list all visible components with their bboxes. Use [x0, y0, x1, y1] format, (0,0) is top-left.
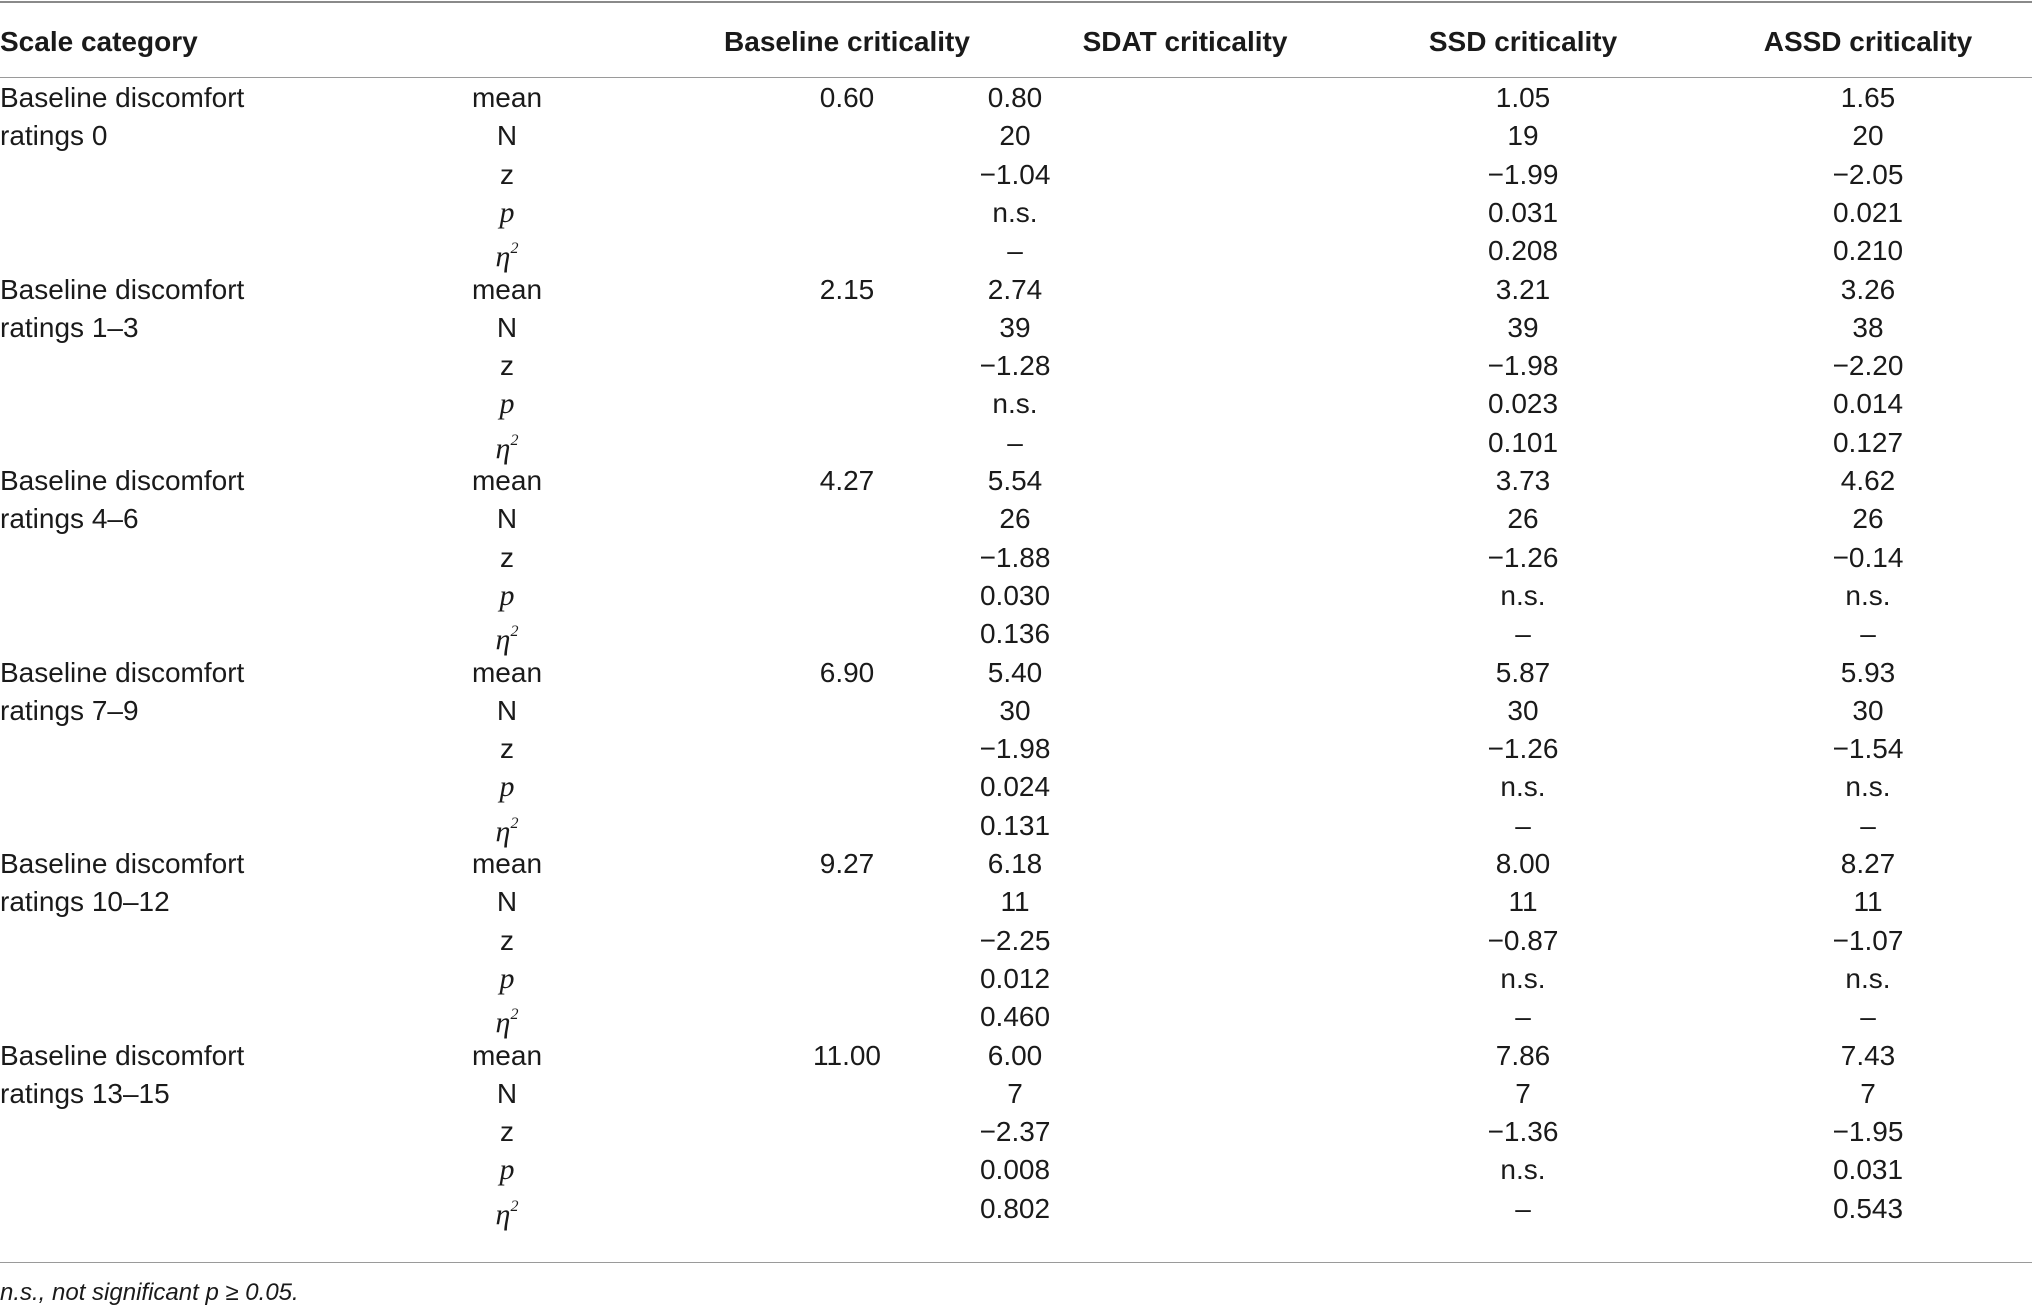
cell-sdat-eta: 0.131: [979, 809, 1051, 841]
cell-ssd-mean: 5.87: [1495, 656, 1551, 688]
eta-superscript: 2: [510, 623, 519, 641]
cell-assd-n: 7: [1860, 1077, 1876, 1109]
cell-sdat-mean: 6.18: [987, 848, 1043, 879]
cell-ssd-n: 30: [1507, 694, 1539, 726]
cell-ssd-eta: –: [1515, 618, 1531, 650]
category-label: Baseline discomfort: [0, 82, 245, 113]
category-label: Baseline discomfort: [0, 273, 245, 305]
cell-ssd-p: 0.031: [1487, 196, 1559, 228]
cell-ssd-n: 7: [1515, 1077, 1531, 1109]
eta-symbol: η: [495, 240, 511, 274]
cell-assd-mean: 5.93: [1840, 656, 1896, 688]
table-bottom-rule: [0, 1262, 2032, 1263]
cell-sdat-mean: 5.54: [987, 465, 1043, 496]
stat-label-n: N: [496, 120, 518, 152]
category-label: Baseline discomfort: [0, 1039, 245, 1071]
stat-label-p: p: [499, 961, 515, 995]
cell-ssd-mean: 3.73: [1495, 465, 1551, 496]
cell-assd-n: 26: [1852, 503, 1884, 535]
stat-label-z: z: [500, 350, 514, 382]
eta-superscript: 2: [510, 431, 519, 449]
header-scale-category: Scale category: [0, 26, 198, 57]
cell-ssd-p: 0.023: [1487, 388, 1559, 420]
eta-symbol: η: [495, 431, 511, 465]
header-baseline-criticality: Baseline criticality: [724, 26, 970, 57]
cell-sdat-p: 0.024: [979, 771, 1051, 803]
cell-sdat-mean: 0.80: [987, 82, 1043, 113]
category-label: ratings 13–15: [0, 1077, 170, 1109]
cell-baseline-mean: 4.27: [819, 465, 875, 496]
stat-label-eta: [496, 1190, 519, 1234]
category-label: Baseline discomfort: [0, 465, 245, 496]
cell-sdat-z: −1.04: [979, 158, 1051, 190]
cell-assd-p: 0.014: [1832, 388, 1904, 420]
stat-label-z: z: [500, 1116, 514, 1148]
cell-ssd-z: −1.36: [1487, 1116, 1559, 1148]
cell-baseline-mean: 11.00: [813, 1039, 881, 1071]
cell-assd-p: n.s.: [1845, 962, 1891, 994]
eta-symbol: η: [495, 814, 511, 848]
cell-assd-eta: –: [1860, 1001, 1876, 1033]
eta-symbol: η: [495, 623, 511, 657]
cell-sdat-p: n.s.: [992, 388, 1038, 420]
category-label: Baseline discomfort: [0, 848, 245, 879]
cell-ssd-eta: 0.208: [1487, 235, 1559, 267]
header-sdat-criticality: SDAT criticality: [1082, 26, 1288, 57]
cell-ssd-n: 19: [1507, 120, 1539, 152]
stat-label-p: p: [499, 770, 515, 804]
cell-sdat-n: 20: [999, 120, 1031, 152]
cell-sdat-z: −1.28: [979, 350, 1051, 382]
cell-sdat-eta: 0.802: [979, 1192, 1051, 1224]
cell-sdat-n: 30: [999, 694, 1031, 726]
stat-label-n: N: [496, 311, 518, 343]
stat-label-mean: mean: [471, 273, 543, 305]
cell-assd-eta: 0.543: [1832, 1192, 1904, 1224]
eta-symbol: η: [495, 1197, 511, 1231]
cell-sdat-p: 0.012: [979, 962, 1051, 994]
cell-sdat-p: 0.008: [979, 1154, 1051, 1186]
table-footnote: n.s., not significant p ≥ 0.05.: [0, 1279, 299, 1306]
cell-baseline-mean: 6.90: [819, 656, 875, 688]
cell-ssd-eta: –: [1515, 1192, 1531, 1224]
cell-ssd-eta: 0.101: [1487, 426, 1559, 458]
cell-baseline-mean: 0.60: [819, 82, 875, 113]
header-bottom-rule: [0, 77, 2032, 78]
cell-ssd-mean: 8.00: [1495, 848, 1551, 879]
cell-assd-z: −2.05: [1832, 158, 1904, 190]
category-label: ratings 4–6: [0, 503, 139, 535]
cell-assd-z: −0.14: [1832, 541, 1904, 573]
stat-label-z: z: [500, 924, 514, 956]
cell-ssd-z: −0.87: [1487, 924, 1559, 956]
cell-assd-n: 20: [1852, 120, 1884, 152]
cell-sdat-eta: 0.136: [979, 618, 1051, 650]
category-label: ratings 7–9: [0, 694, 139, 726]
header-assd-criticality: ASSD criticality: [1763, 26, 1973, 57]
cell-ssd-p: n.s.: [1500, 579, 1546, 611]
stat-label-p: p: [499, 195, 515, 229]
cell-assd-z: −1.54: [1832, 733, 1904, 765]
cell-assd-mean: 4.62: [1840, 465, 1896, 496]
cell-ssd-mean: 3.21: [1495, 273, 1551, 305]
cell-sdat-z: −2.37: [979, 1116, 1051, 1148]
cell-sdat-mean: 6.00: [987, 1039, 1043, 1071]
stat-label-p: p: [499, 1153, 515, 1187]
stat-label-n: N: [496, 886, 518, 918]
eta-superscript: 2: [510, 1006, 519, 1024]
stat-label-n: N: [496, 694, 518, 726]
cell-sdat-n: 26: [999, 503, 1031, 535]
cell-assd-mean: 8.27: [1840, 848, 1896, 879]
stat-label-p: p: [499, 578, 515, 612]
eta-symbol: η: [495, 1006, 511, 1040]
cell-sdat-z: −2.25: [979, 924, 1051, 956]
cell-assd-n: 30: [1852, 694, 1884, 726]
cell-sdat-mean: 5.40: [987, 656, 1043, 688]
cell-ssd-z: −1.26: [1487, 733, 1559, 765]
cell-baseline-mean: 9.27: [819, 848, 875, 879]
cell-assd-p: n.s.: [1845, 771, 1891, 803]
stat-label-z: z: [500, 158, 514, 190]
stat-label-mean: mean: [471, 848, 543, 879]
cell-assd-mean: 7.43: [1840, 1039, 1896, 1071]
cell-assd-z: −1.95: [1832, 1116, 1904, 1148]
stat-label-n: N: [496, 1077, 518, 1109]
cell-sdat-z: −1.88: [979, 541, 1051, 573]
cell-assd-eta: –: [1860, 809, 1876, 841]
category-label: Baseline discomfort: [0, 656, 245, 688]
cell-assd-eta: 0.127: [1832, 426, 1904, 458]
stat-label-z: z: [500, 733, 514, 765]
cell-ssd-n: 39: [1507, 311, 1539, 343]
cell-ssd-p: n.s.: [1500, 1154, 1546, 1186]
stat-label-mean: mean: [471, 465, 543, 496]
cell-assd-p: 0.031: [1832, 1154, 1904, 1186]
eta-superscript: 2: [510, 240, 519, 258]
category-label: ratings 10–12: [0, 886, 170, 918]
cell-assd-z: −1.07: [1832, 924, 1904, 956]
stat-label-mean: mean: [471, 1039, 543, 1071]
cell-ssd-z: −1.98: [1487, 350, 1559, 382]
cell-assd-mean: 3.26: [1840, 273, 1896, 305]
cell-ssd-n: 26: [1507, 503, 1539, 535]
cell-assd-eta: 0.210: [1832, 235, 1904, 267]
cell-ssd-p: n.s.: [1500, 771, 1546, 803]
cell-ssd-mean: 7.86: [1495, 1039, 1551, 1071]
eta-superscript: 2: [510, 814, 519, 832]
cell-assd-n: 38: [1852, 311, 1884, 343]
cell-ssd-eta: –: [1515, 809, 1531, 841]
cell-assd-p: n.s.: [1845, 579, 1891, 611]
category-label: ratings 1–3: [0, 311, 139, 343]
cell-baseline-mean: 2.15: [819, 273, 875, 305]
stat-label-mean: mean: [471, 656, 543, 688]
cell-ssd-n: 11: [1508, 886, 1538, 918]
cell-sdat-p: n.s.: [992, 196, 1038, 228]
header-ssd-criticality: SSD criticality: [1428, 26, 1618, 57]
cell-sdat-n: 11: [1000, 886, 1030, 918]
eta-superscript: 2: [510, 1197, 519, 1215]
category-label: ratings 0: [0, 120, 108, 152]
cell-sdat-mean: 2.74: [987, 273, 1043, 305]
stat-label-p: p: [499, 387, 515, 421]
cell-ssd-z: −1.99: [1487, 158, 1559, 190]
stat-label-z: z: [500, 541, 514, 573]
cell-ssd-eta: –: [1515, 1001, 1531, 1033]
cell-sdat-eta: –: [1007, 235, 1023, 267]
cell-assd-z: −2.20: [1832, 350, 1904, 382]
cell-sdat-p: 0.030: [979, 579, 1051, 611]
cell-assd-eta: –: [1860, 618, 1876, 650]
cell-ssd-mean: 1.05: [1495, 82, 1551, 113]
cell-assd-n: 11: [1853, 886, 1883, 918]
cell-assd-mean: 1.65: [1840, 82, 1896, 113]
cell-sdat-z: −1.98: [979, 733, 1051, 765]
cell-sdat-eta: 0.460: [979, 1001, 1051, 1033]
cell-assd-p: 0.021: [1832, 196, 1904, 228]
cell-ssd-z: −1.26: [1487, 541, 1559, 573]
cell-sdat-n: 7: [1007, 1077, 1023, 1109]
table-top-rule: [0, 1, 2032, 3]
stat-label-mean: mean: [471, 82, 543, 113]
cell-ssd-p: n.s.: [1500, 962, 1546, 994]
cell-sdat-n: 39: [999, 311, 1031, 343]
stat-label-n: N: [496, 503, 518, 535]
cell-sdat-eta: –: [1007, 426, 1023, 458]
